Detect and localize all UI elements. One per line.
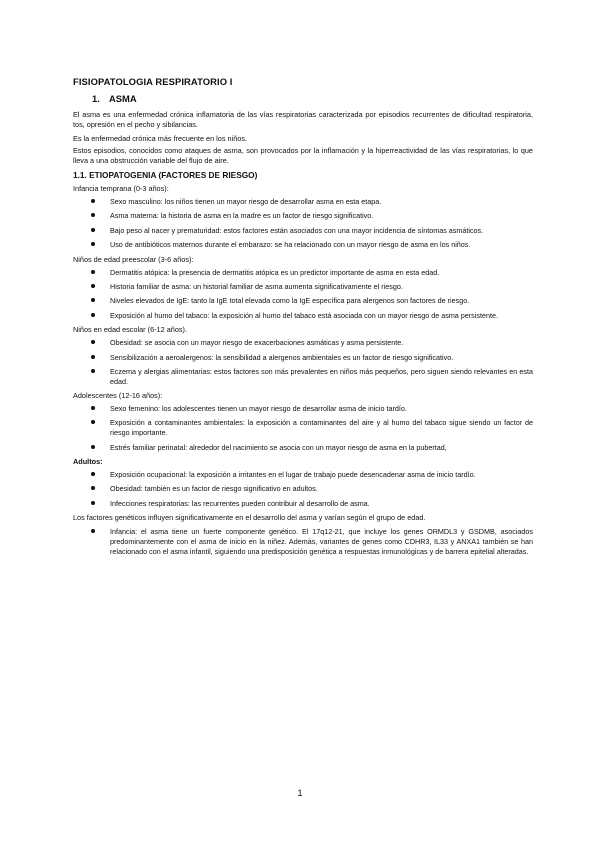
list-item-text: Exposición a contaminantes ambientales: la exposición a contaminantes del aire y al humo del tabaco sigue siendo un factor de riesgo importante.: [110, 418, 533, 438]
bullet-icon: [91, 445, 95, 449]
list-item: [73, 499, 533, 509]
group-heading: Infancia temprana (0-3 años):: [73, 184, 169, 193]
bullet-icon: [91, 355, 95, 359]
list-item-text: Niveles elevados de IgE: tanto la IgE total elevada como la IgE específica para alergenos son factores de riesgo.: [110, 296, 470, 306]
bullet-icon: [91, 313, 95, 317]
intro-paragraph: Es la enfermedad crónica más frecuente en los niños.: [73, 134, 248, 143]
bullet-icon: [91, 199, 95, 203]
bullet-list: [73, 404, 533, 452]
list-item: [73, 470, 533, 480]
bullet-icon: [91, 340, 95, 344]
group-heading: Niños de edad preescolar (3-6 años):: [73, 254, 194, 264]
section-heading: [73, 93, 533, 104]
list-item: [73, 367, 533, 387]
list-item-text: Bajo peso al nacer y prematuridad: estos factores están asociados con una mayor incidencia de síntomas asmáticos.: [110, 225, 484, 235]
list-item-text: Obesidad: también es un factor de riesgo significativo en adultos.: [110, 484, 318, 494]
page-content: [73, 76, 533, 561]
bullet-icon: [91, 472, 95, 476]
list-item-text: Infancia: el asma tiene un fuerte componente genético. El 17q12-21, que incluye los genes ORMDL3 y GSDMB, asociados predominantemente con el asma de inicio en la niñez. Además, variantes de genes como CDHR3, IL33 y ANXA1 también se han relacionado con el asma infantil, siguiendo una predisposición genética a respuestas inmunológicas y de barrera epitelial alteradas.: [110, 527, 533, 556]
list-item-text: Dermatitis atópica: la presencia de dermatitis atópica es un predictor importante de asma en esta edad.: [110, 267, 440, 277]
bullet-icon: [91, 242, 95, 246]
list-item: [73, 211, 533, 221]
list-item: [73, 311, 533, 321]
risk-factor-groups: [73, 184, 533, 509]
list-item: [73, 338, 533, 348]
list-item: [73, 404, 533, 414]
bullet-list: [73, 197, 533, 250]
bullet-icon: [91, 228, 95, 232]
bullet-icon: [91, 298, 95, 302]
bullet-icon: [91, 213, 95, 217]
bullet-list: [73, 268, 533, 321]
list-item: [73, 296, 533, 306]
bullet-icon: [91, 529, 95, 533]
subsection-heading: 1.1. ETIOPATOGENIA (FACTORES DE RIESGO): [73, 170, 258, 180]
list-item-text: Sexo masculino: los niños tienen un mayor riesgo de desarrollar asma en esta etapa.: [110, 197, 382, 206]
list-item-text: Sensibilización a aeroalergenos: la sensibilidad a alergenos ambientales es un factor de riesgo significativo.: [110, 352, 454, 362]
list-item: [73, 282, 533, 292]
list-item: [73, 418, 533, 438]
section-title: ASMA: [109, 93, 137, 104]
bullet-icon: [91, 420, 95, 424]
list-item: [73, 353, 533, 363]
list-item-text: Asma materna: la historia de asma en la madre es un factor de riesgo significativo.: [110, 211, 374, 221]
list-item-text: Sexo femenino: los adolescentes tienen un mayor riesgo de desarrollar asma de inicio tardío.: [110, 404, 407, 414]
bullet-icon: [91, 369, 95, 373]
section-number: 1.: [92, 93, 100, 104]
list-item: [73, 527, 533, 556]
list-item-text: Infecciones respiratorias: las recurrentes pueden contribuir al desarrollo de asma.: [110, 498, 370, 508]
list-item-text: Uso de antibióticos maternos durante el embarazo: se ha relacionado con un mayor riesgo de asma en los niños.: [110, 240, 471, 250]
bullet-icon: [91, 501, 95, 505]
bullet-icon: [91, 486, 95, 490]
list-item-text: Obesidad: se asocia con un mayor riesgo de exacerbaciones asmáticas y asma persistente.: [110, 338, 404, 348]
list-item: [73, 226, 533, 236]
genetics-list: [73, 527, 533, 556]
list-item-text: Exposición al humo del tabaco: la exposición al humo del tabaco está asociada con un mayor riesgo de asma persistente.: [110, 310, 498, 320]
list-item: [73, 443, 533, 453]
list-item-text: Eczema y alergias alimentarias: estos factores son más prevalentes en niños más pequeños, pero siguen siendo relevantes en esta edad.: [110, 366, 533, 386]
bullet-list: [73, 470, 533, 509]
group-heading: Adolescentes (12-16 años):: [73, 391, 163, 401]
bullet-icon: [91, 270, 95, 274]
list-item-text: Exposición ocupacional: la exposición a irritantes en el lugar de trabajo puede desencadenar asma de inicio tardío.: [110, 470, 476, 480]
bullet-icon: [91, 406, 95, 410]
genetics-paragraph: Los factores genéticos influyen significativamente en el desarrollo del asma y varían según el grupo de edad.: [73, 513, 426, 523]
document-title: FISIOPATOLOGIA RESPIRATORIO I: [73, 76, 233, 87]
list-item: [73, 197, 533, 207]
group-heading: Adultos:: [73, 457, 103, 467]
intro-paragraph: El asma es una enfermedad crónica inflamatoria de las vías respiratorias caracterizada por episodios recurrentes de dificultad respiratoria, tos, opresión en el pecho y sibilancias.: [73, 110, 533, 129]
page-number: 1: [297, 788, 303, 798]
group-heading: Niños en edad escolar (6-12 años).: [73, 325, 187, 335]
bullet-icon: [91, 284, 95, 288]
bullet-list: [73, 338, 533, 386]
intro-paragraph: Estos episodios, conocidos como ataques de asma, son provocados por la inflamación y la hiperreactividad de las vías respiratorias, lo que lleva a una obstrucción variable del flujo de aire.: [73, 146, 533, 165]
list-item: [73, 240, 533, 250]
list-item: [73, 268, 533, 278]
list-item: [73, 484, 533, 494]
list-item-text: Estrés familiar perinatal: alrededor del nacimiento se asocia con un mayor riesgo de asma en la pubertad,: [110, 442, 447, 452]
list-item-text: Historia familiar de asma: un historial familiar de asma aumenta significativamente el riesgo.: [110, 281, 403, 291]
